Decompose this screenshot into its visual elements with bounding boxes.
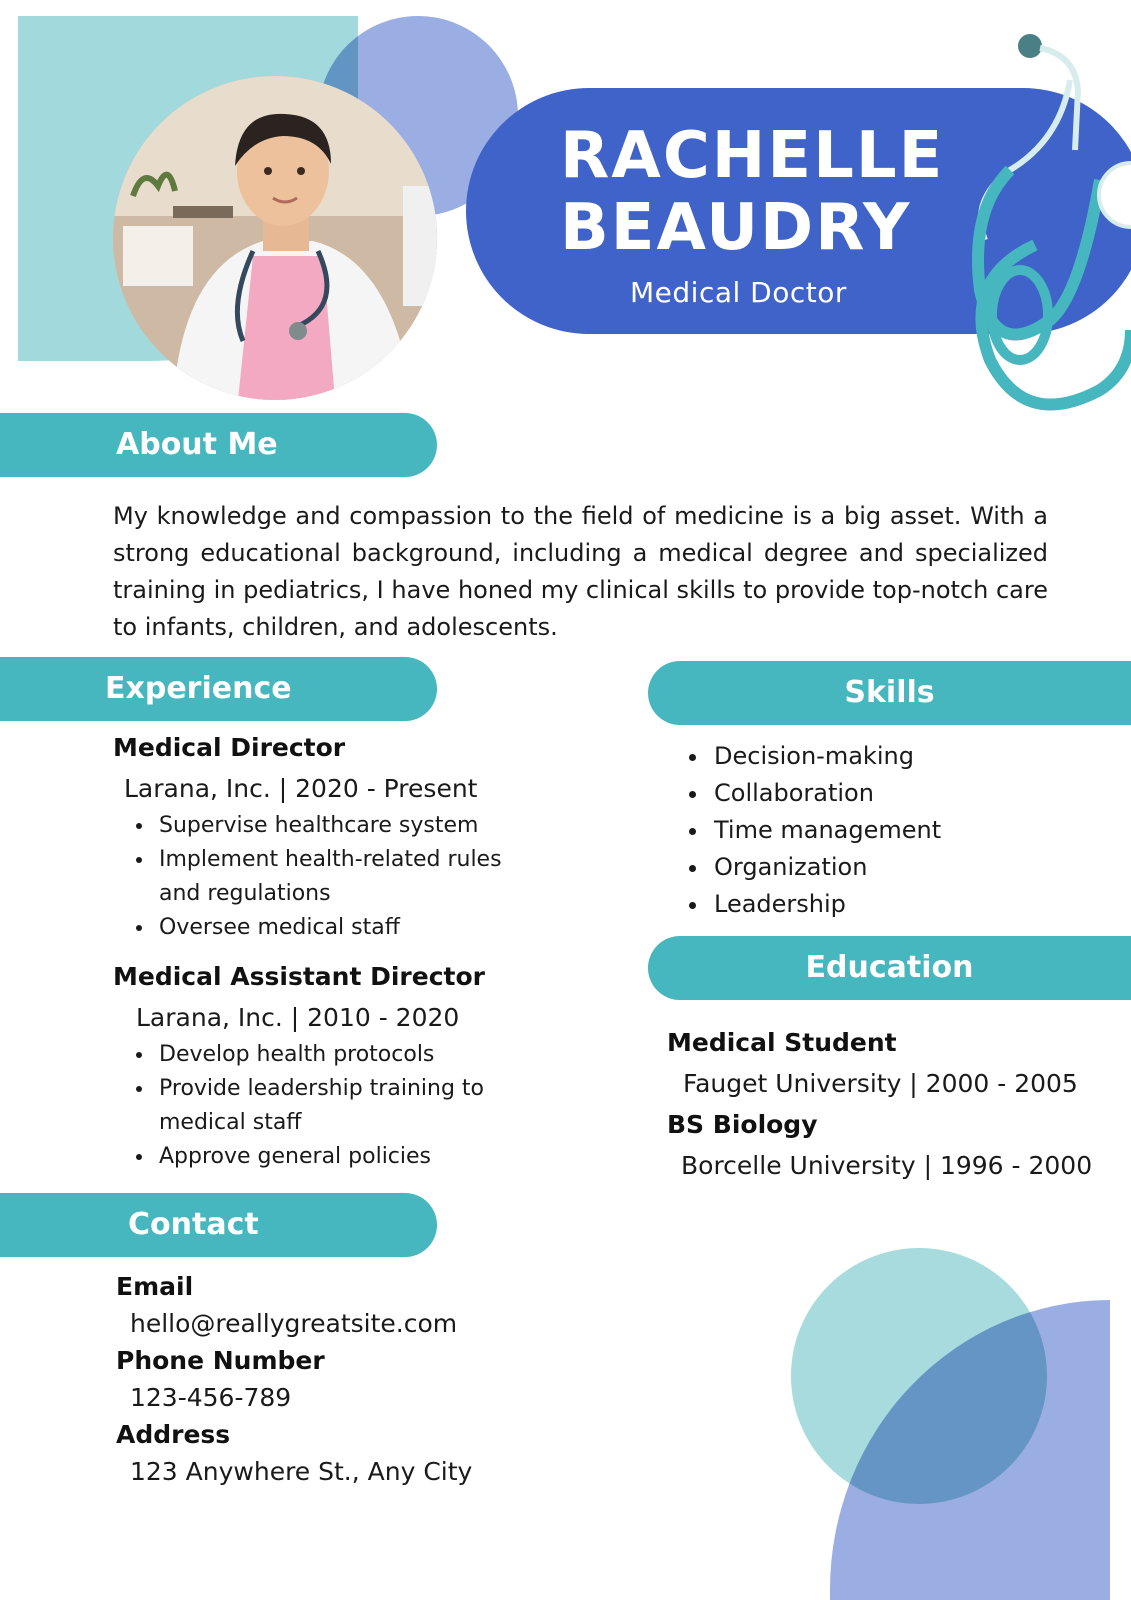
job-entry xyxy=(113,733,533,945)
job-title: Medical Director xyxy=(113,733,346,762)
job-entry xyxy=(113,962,533,1174)
section-header-contact xyxy=(0,1193,437,1257)
education-heading: Education xyxy=(805,950,974,985)
phone-label: Phone Number xyxy=(116,1346,325,1375)
email-label: Email xyxy=(116,1272,194,1301)
education-list xyxy=(667,1028,1107,1180)
list-item: • Approve general policies xyxy=(155,1140,533,1174)
address-value: 123 Anywhere St., Any City xyxy=(130,1457,473,1486)
experience-heading: Experience xyxy=(105,671,292,706)
contact-details xyxy=(116,1272,556,1486)
list-item: • Time management xyxy=(710,812,941,849)
contact-heading: Contact xyxy=(128,1207,259,1242)
section-header-experience xyxy=(0,657,437,721)
list-item: • Provide leadership training to medical staff xyxy=(155,1072,533,1140)
school: Fauget University | 2000 - 2005 xyxy=(683,1069,1078,1098)
skills-list xyxy=(668,738,941,923)
list-item: • Leadership xyxy=(710,886,941,923)
stethoscope-icon xyxy=(950,30,1131,430)
job-title: Medical Assistant Director xyxy=(113,962,485,991)
about-heading: About Me xyxy=(116,427,278,462)
job-meta: Larana, Inc. | 2010 - 2020 xyxy=(136,1003,460,1032)
list-item: • Implement health-related rules and regulations xyxy=(155,843,533,911)
first-name: RACHELLE xyxy=(560,119,945,193)
profile-photo xyxy=(113,76,437,400)
degree: BS Biology xyxy=(667,1110,818,1139)
job-bullets xyxy=(113,1038,533,1174)
list-item: • Oversee medical staff xyxy=(155,911,533,945)
list-item: • Organization xyxy=(710,849,941,886)
job-title-header: Medical Doctor xyxy=(630,276,847,309)
address-label: Address xyxy=(116,1420,231,1449)
phone-value: 123-456-789 xyxy=(130,1383,292,1412)
list-item: • Develop health protocols xyxy=(155,1038,533,1072)
job-meta: Larana, Inc. | 2020 - Present xyxy=(124,774,478,803)
section-header-skills xyxy=(648,661,1131,725)
job-bullets xyxy=(113,809,533,945)
school: Borcelle University | 1996 - 2000 xyxy=(681,1151,1093,1180)
degree: Medical Student xyxy=(667,1028,897,1057)
list-item: • Collaboration xyxy=(710,775,941,812)
skills-heading: Skills xyxy=(844,675,935,710)
doctor-portrait-icon xyxy=(113,76,437,400)
email-value: hello@reallygreatsite.com xyxy=(130,1309,458,1338)
section-header-education xyxy=(648,936,1131,1000)
list-item: • Supervise healthcare system xyxy=(155,809,533,843)
list-item: • Decision-making xyxy=(710,738,941,775)
last-name: BEAUDRY xyxy=(560,191,912,265)
about-text: My knowledge and compassion to the field of medicine is a big asset. With a strong educational background, including a medical degree and specialized training in pediatrics, I have honed my clinical skills to provide top-notch care to infants, children, and adolescents. xyxy=(113,502,1048,641)
decor-teal-circle xyxy=(791,1248,1047,1504)
section-header-about xyxy=(0,413,437,477)
